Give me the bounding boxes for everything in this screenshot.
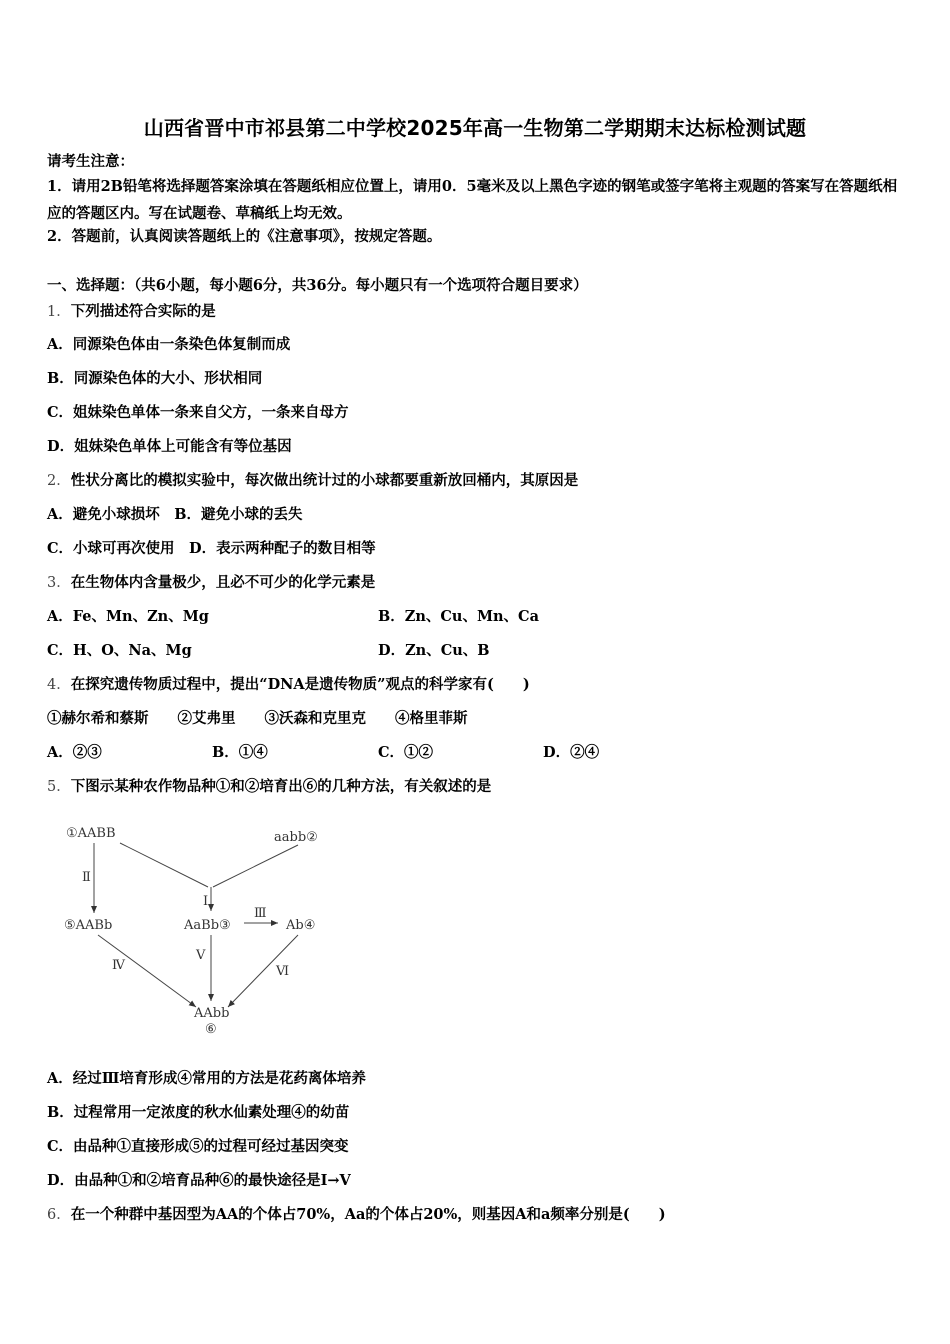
notice-item-1: 1．请用2B铅笔将选择题答案涂填在答题纸相应位置上，请用0．5毫米及以上黑色字迹的钢笔或签字笔将主观题的答案写在答题纸相应的答题区内。写在试题卷、草稿纸上均无效。 (47, 178, 898, 222)
q2-options-cd: C．小球可再次使用 D．表示两种配子的数目相等 (47, 540, 376, 557)
step-label-3: Ⅲ (254, 906, 267, 921)
q3-option-b: B．Zn、Cu、Mn、Ca (378, 608, 539, 625)
notice-heading: 请考生注意： (47, 153, 134, 170)
question-3 (47, 573, 375, 593)
question-stem: 在一个种群中基因型为AA的个体占70%，Aa的个体占20%，则基因A和a频率分别是( ) (70, 1206, 666, 1223)
q5-option-d: D．由品种①和②培育品种⑥的最快途径是Ⅰ→Ⅴ (47, 1172, 351, 1189)
question-number: 3． (47, 575, 71, 591)
question-1 (47, 302, 216, 322)
node-6-number: ⑥ (205, 1022, 217, 1037)
q3-option-c: C．H、O、Na、Mg (47, 642, 192, 659)
question-number: 2． (47, 473, 71, 489)
arrow-2-to-3 (213, 845, 298, 887)
q4-scientists: ①赫尔希和蔡斯 ②艾弗里 ③沃森和克里克 ④格里菲斯 (47, 710, 468, 727)
q3-option-a: A．Fe、Mn、Zn、Mg (47, 608, 209, 625)
question-number: 6． (47, 1207, 71, 1223)
q2-options-ab: A．避免小球损坏 B．避免小球的丢失 (47, 506, 303, 523)
page-title: 山西省晋中市祁县第二中学校2025年高一生物第二学期期末达标检测试题 (143, 116, 807, 140)
node-1: ①AABB (66, 826, 116, 841)
step-label-4: Ⅳ (112, 958, 125, 973)
notice-item-2: 2．答题前，认真阅读答题纸上的《注意事项》，按规定答题。 (47, 228, 442, 245)
step-label-1: Ⅰ (203, 894, 209, 909)
question-stem: 在探究遗传物质过程中，提出“DNA是遗传物质”观点的科学家有( ) (70, 676, 530, 693)
step-label-6: Ⅵ (276, 964, 290, 979)
node-5: ⑤AABb (64, 918, 113, 933)
question-4 (47, 675, 530, 695)
node-6: AAbb (194, 1006, 230, 1021)
step-label-5: Ⅴ (196, 948, 206, 963)
q3-option-d: D．Zn、Cu、B (378, 642, 490, 659)
question-5 (47, 777, 491, 797)
question-number: 1． (47, 304, 71, 320)
section-heading: 一、选择题：（共6小题，每小题6分，共36分。每小题只有一个选项符合题目要求） (47, 277, 588, 294)
arrow-1-to-3 (120, 843, 208, 887)
step-label-2: Ⅱ (82, 870, 91, 885)
q4-option-a: A．②③ (47, 744, 102, 761)
question-stem: 下列描述符合实际的是 (70, 303, 216, 320)
q1-option-c: C．姐妹染色单体一条来自父方，一条来自母方 (47, 404, 349, 421)
question-2 (47, 471, 578, 491)
node-4: Ab④ (286, 918, 316, 933)
q4-option-c: C．①② (378, 744, 434, 761)
question-stem: 在生物体内含量极少，且必不可少的化学元素是 (70, 574, 376, 591)
q5-option-c: C．由品种①直接形成⑤的过程可经过基因突变 (47, 1138, 349, 1155)
question-stem: 性状分离比的模拟实验中，每次做出统计过的小球都要重新放回桶内，其原因是 (70, 472, 579, 489)
q4-option-d: D．②④ (543, 744, 600, 761)
node-2: aabb② (274, 830, 318, 845)
node-3: AaBb③ (184, 918, 231, 933)
q1-option-a: A．同源染色体由一条染色体复制而成 (47, 336, 291, 353)
q4-option-b: B．①④ (212, 744, 268, 761)
q5-option-a: A．经过Ⅲ培育形成④常用的方法是花药离体培养 (47, 1070, 366, 1087)
breeding-diagram (58, 815, 348, 1045)
question-6 (47, 1205, 666, 1225)
q1-option-b: B．同源染色体的大小、形状相同 (47, 370, 263, 387)
question-number: 4． (47, 677, 71, 693)
question-number: 5． (47, 779, 71, 795)
question-stem: 下图示某种农作物品种①和②培育出⑥的几种方法，有关叙述的是 (70, 778, 492, 795)
q5-option-b: B．过程常用一定浓度的秋水仙素处理④的幼苗 (47, 1104, 350, 1121)
q1-option-d: D．姐妹染色单体上可能含有等位基因 (47, 438, 292, 455)
